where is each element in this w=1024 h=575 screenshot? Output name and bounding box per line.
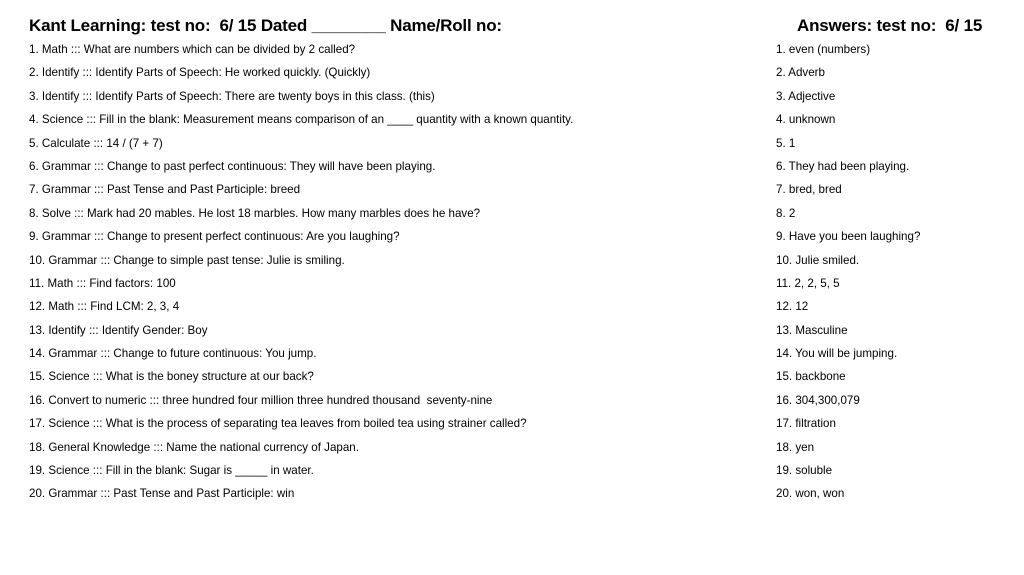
answer-item: 9. Have you been laughing?: [776, 230, 921, 244]
answer-item: 6. They had been playing.: [776, 159, 910, 173]
answer-item: 14. You will be jumping.: [776, 347, 898, 361]
answer-item: 5. 1: [776, 136, 796, 150]
question-item: 5. Calculate ::: 14 / (7 + 7): [29, 136, 163, 150]
answer-item: 20. won, won: [776, 487, 845, 501]
question-item: 14. Grammar ::: Change to future continuous: You jump.: [29, 347, 317, 361]
answer-item: 4. unknown: [776, 113, 836, 127]
question-item: 4. Science ::: Fill in the blank: Measurement means comparison of an ____ quantity with a known quantity.: [29, 113, 574, 127]
question-item: 13. Identify ::: Identify Gender: Boy: [29, 323, 208, 337]
question-item: 8. Solve ::: Mark had 20 mables. He lost 18 marbles. How many marbles does he have?: [29, 206, 481, 220]
answer-item: 15. backbone: [776, 370, 846, 384]
question-item: 17. Science ::: What is the process of separating tea leaves from boiled tea using strainer called?: [29, 417, 527, 431]
answer-item: 12. 12: [776, 300, 809, 314]
answer-item: 16. 304,300,079: [776, 393, 860, 407]
question-item: 9. Grammar ::: Change to present perfect continuous: Are you laughing?: [29, 230, 400, 244]
question-item: 2. Identify ::: Identify Parts of Speech: He worked quickly. (Quickly): [29, 66, 371, 80]
answers-title: Answers: test no: 6/ 15: [797, 16, 983, 35]
answer-item: 2. Adverb: [776, 66, 825, 80]
question-item: 12. Math ::: Find LCM: 2, 3, 4: [29, 300, 180, 314]
answers-list: [776, 42, 1016, 510]
question-item: 1. Math ::: What are numbers which can be divided by 2 called?: [29, 43, 356, 56]
question-item: 19. Science ::: Fill in the blank: Sugar is _____ in water.: [29, 464, 314, 478]
questions-list: [29, 42, 749, 510]
answer-item: 17. filtration: [776, 417, 836, 431]
answer-item: 1. even (numbers): [776, 43, 871, 56]
answer-item: 18. yen: [776, 440, 815, 454]
answer-item: 19. soluble: [776, 464, 833, 478]
question-item: 15. Science ::: What is the boney structure at our back?: [29, 370, 314, 384]
question-item: 6. Grammar ::: Change to past perfect continuous: They will have been playing.: [29, 159, 436, 173]
test-title: Kant Learning: test no: 6/ 15 Dated ________ Name/Roll no:: [29, 16, 502, 35]
answer-item: 11. 2, 2, 5, 5: [776, 276, 840, 290]
question-item: 3. Identify ::: Identify Parts of Speech: There are twenty boys in this class. (this): [29, 89, 435, 103]
answer-item: 13. Masculine: [776, 323, 848, 337]
question-item: 10. Grammar ::: Change to simple past tense: Julie is smiling.: [29, 253, 345, 267]
question-item: 20. Grammar ::: Past Tense and Past Participle: win: [29, 487, 295, 501]
question-item: 7. Grammar ::: Past Tense and Past Participle: breed: [29, 183, 301, 197]
answer-item: 8. 2: [776, 206, 796, 220]
question-item: 16. Convert to numeric ::: three hundred four million three hundred thousand seventy-nine: [29, 393, 493, 407]
question-item: 18. General Knowledge ::: Name the national currency of Japan.: [29, 440, 359, 454]
answer-item: 3. Adjective: [776, 89, 836, 103]
answer-item: 10. Julie smiled.: [776, 253, 860, 267]
question-item: 11. Math ::: Find factors: 100: [29, 276, 176, 290]
answer-item: 7. bred, bred: [776, 183, 842, 197]
